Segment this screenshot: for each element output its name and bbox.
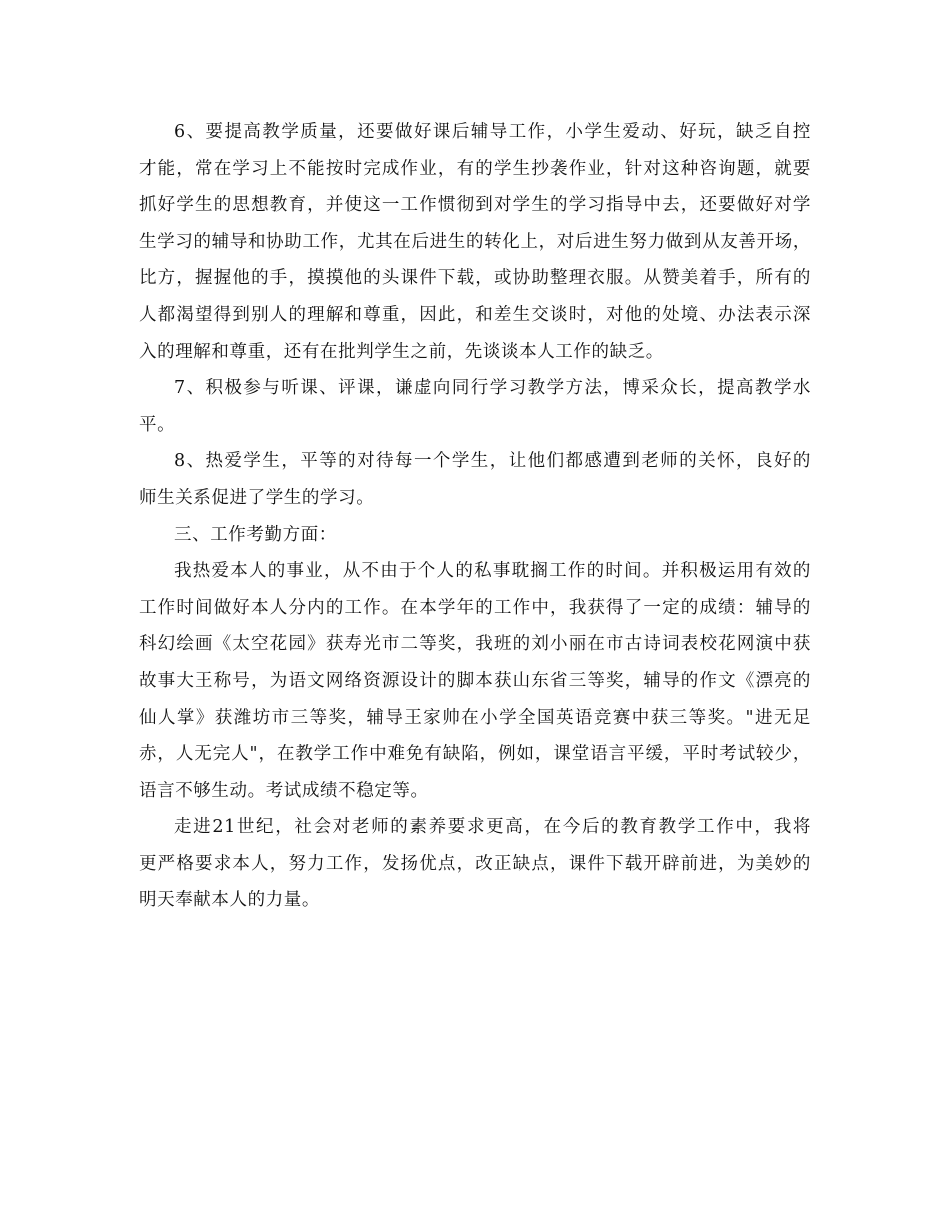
text-line: 故事大王称号，为语文网络资源设计的脚本获山东省三等奖，辅导的作文《漂亮的 [139,670,811,691]
text-line: 8、热爱学生，平等的对待每一个学生，让他们都感遭到老师的关怀，良好的 [174,451,811,472]
text-line: 我热爱本人的事业，从不由于个人的私事耽搁工作的时间。并积极运用有效的 [174,561,811,582]
text-line: 更严格要求本人，努力工作，发扬优点，改正缺点，课件下载开辟前进，为美妙的 [139,853,811,874]
text-line: 走进21世纪，社会对老师的素养要求更高，在今后的教育教学工作中，我将 [174,817,811,838]
body-text [139,114,811,919]
text-line: 才能，常在学习上不能按时完成作业，有的学生抄袭作业，针对这种咨询题，就要 [139,158,811,179]
section-heading: 三、工作考勤方面： [174,524,337,545]
text-line: 平。 [139,414,176,435]
text-line: 人都渴望得到别人的理解和尊重，因此，和差生交谈时，对他的处境、办法表示深 [139,304,811,325]
text-line: 入的理解和尊重，还有在批判学生之前，先谈谈本人工作的缺乏。 [139,341,664,362]
text-line: 赤，人无完人"，在教学工作中难免有缺陷，例如，课堂语言平缓，平时考试较少， [139,744,811,765]
text-line: 科幻绘画《太空花园》获寿光市二等奖，我班的刘小丽在市古诗词表校花网演中获 [139,634,811,655]
text-line: 比方，握握他的手，摸摸他的头课件下载，或协助整理衣服。从赞美着手，所有的 [139,268,811,289]
text-line: 生学习的辅导和协助工作，尤其在后进生的转化上，对后进生努力做到从友善开场， [139,231,811,252]
text-line: 仙人掌》获潍坊市三等奖，辅导王家帅在小学全国英语竞赛中获三等奖。"进无足 [139,707,811,728]
text-line: 7、积极参与听课、评课，谦虚向同行学习教学方法，博采众长，提高教学水 [174,378,811,399]
text-line: 师生关系促进了学生的学习。 [139,487,375,508]
text-line: 工作时间做好本人分内的工作。在本学年的工作中，我获得了一定的成绩：辅导的 [139,597,811,618]
text-line: 抓好学生的思想教育，并使这一工作惯彻到对学生的学习指导中去，还要做好对学 [139,195,811,216]
text-line: 明天奉献本人的力量。 [139,890,320,911]
text-line: 语言不够生动。考试成绩不稳定等。 [139,780,429,801]
text-line: 6、要提高教学质量，还要做好课后辅导工作，小学生爱动、好玩，缺乏自控 [174,122,811,142]
